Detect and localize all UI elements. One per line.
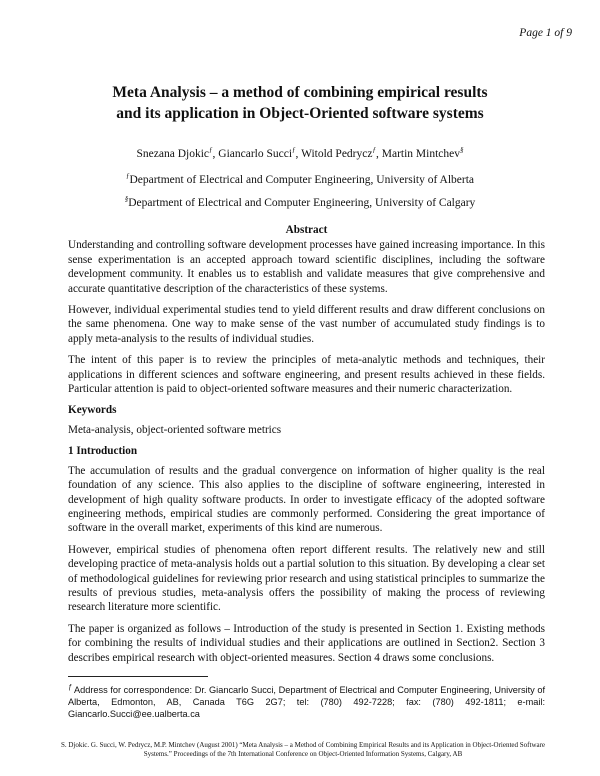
author-mark: § <box>459 146 464 155</box>
author-mark: ƒ <box>209 146 213 155</box>
introduction-paragraph: The accumulation of results and the gradual convergence on information of higher quality is the real foundation of any science. This also applies to the discipline of software engineering, interested in development of high quality software products. In order to investigate efficacy of the adopted software engineering methods, empirical studies are commonly performed. Considering the great importance of software in the overall market, experiments of this kind are numerous. <box>68 464 545 535</box>
introduction-paragraph: However, empirical studies of phenomena often report different results. The relatively new and still developing practice of meta-analysis holds out a partial solution to this situation. By developing a clear set of methodological guidelines for reviewing prior research and using statistical principles to summarize the results of previous studies, meta-analysis offers the possibility of making the process of reviewing research literature more scientific. <box>68 543 545 614</box>
author-name: Witold Pedrycz <box>301 148 373 160</box>
abstract-heading: Abstract <box>285 224 328 236</box>
paper-title <box>0 82 600 124</box>
title-line-2: and its application in Object-Oriented software systems <box>116 105 484 122</box>
footnote <box>68 684 545 721</box>
affiliation-mark: § <box>124 195 129 204</box>
abstract-paragraph: However, individual experimental studies tend to yield different results and draw different conclusions on the same phenomena. One way to make sense of the vast number of accumulated study findings is to apply meta-analysis to the results of individual studies. <box>68 304 545 345</box>
author-name: Giancarlo Succi <box>218 148 293 160</box>
title-line-1: Meta Analysis – a method of combining empirical results <box>112 84 488 101</box>
paper-body <box>68 223 545 672</box>
author-name: Martin Mintchev <box>381 148 460 160</box>
affiliation-calgary <box>0 197 600 209</box>
footnote-mark: ƒ <box>68 683 72 691</box>
author-name: Snezana Djokic <box>136 148 210 160</box>
author-mark: ƒ <box>292 146 296 155</box>
introduction-heading: 1 Introduction <box>68 445 138 458</box>
affiliation-mark: ƒ <box>125 172 130 181</box>
abstract-paragraph: Understanding and controlling software development processes have gained increasing importance. In this sense experimentation is an accepted approach toward scientific disciplines, including the software development community. It enables us to establish and validate measures that give comprehensive and accurate quantitative description of the characteristics of these systems. <box>68 239 545 295</box>
author-list: Snezana Djokic$^ƒ$, Giancarlo Succi$^ƒ$, Witold Pedrycz$^ƒ$, Martin Mintchev§ <box>136 146 464 160</box>
affiliation-text: Department of Electrical and Computer Engineering, University of Alberta <box>129 174 475 186</box>
page-number: Page 1 of 9 <box>519 27 572 39</box>
introduction-paragraph: The paper is organized as follows – Introduction of the study is presented in Section 1. Existing methods for combining the results of individual studies and their applications are outlined in Section2. Section 3 describes empirical research with object-oriented measures. Section 4 draws some conclusions. <box>68 622 545 664</box>
affiliation-text: Department of Electrical and Computer Engineering, University of Calgary <box>128 197 476 209</box>
keywords-text: Meta-analysis, object-oriented software metrics <box>68 423 282 436</box>
footnote-text: Address for correspondence: Dr. Giancarlo Succi, Department of Electrical and Computer Engineering, University of Alberta, Edmonton, AB, Canada T6G 2G7; tel: (780) 492-7228; fax: (780) 492-1811; e-mail: Giancarlo.Succi@ee.ualberta.ca <box>68 685 546 720</box>
author-mark: ƒ <box>372 146 376 155</box>
citation-footer: S. Djokic. G. Succi, W. Pedrycz, M.P. Mintchev (August 2001) “Meta Analysis – a Method of Combining Empirical Results and its Application in Object-Oriented Software Systems.” Proceedings of the 7th International Conference on Object-Oriented Information Systems, Calgary, AB <box>60 741 546 759</box>
affiliation-alberta <box>0 174 600 186</box>
keywords-heading: Keywords <box>68 404 117 417</box>
abstract-paragraph: The intent of this paper is to review the principles of meta-analytic methods and techniques, their applications in different sciences and software engineering, and present results achieved in these fields. Particular attention is paid to object-oriented software measures and their numeric characterization. <box>68 354 545 396</box>
footnote-divider <box>68 676 208 677</box>
